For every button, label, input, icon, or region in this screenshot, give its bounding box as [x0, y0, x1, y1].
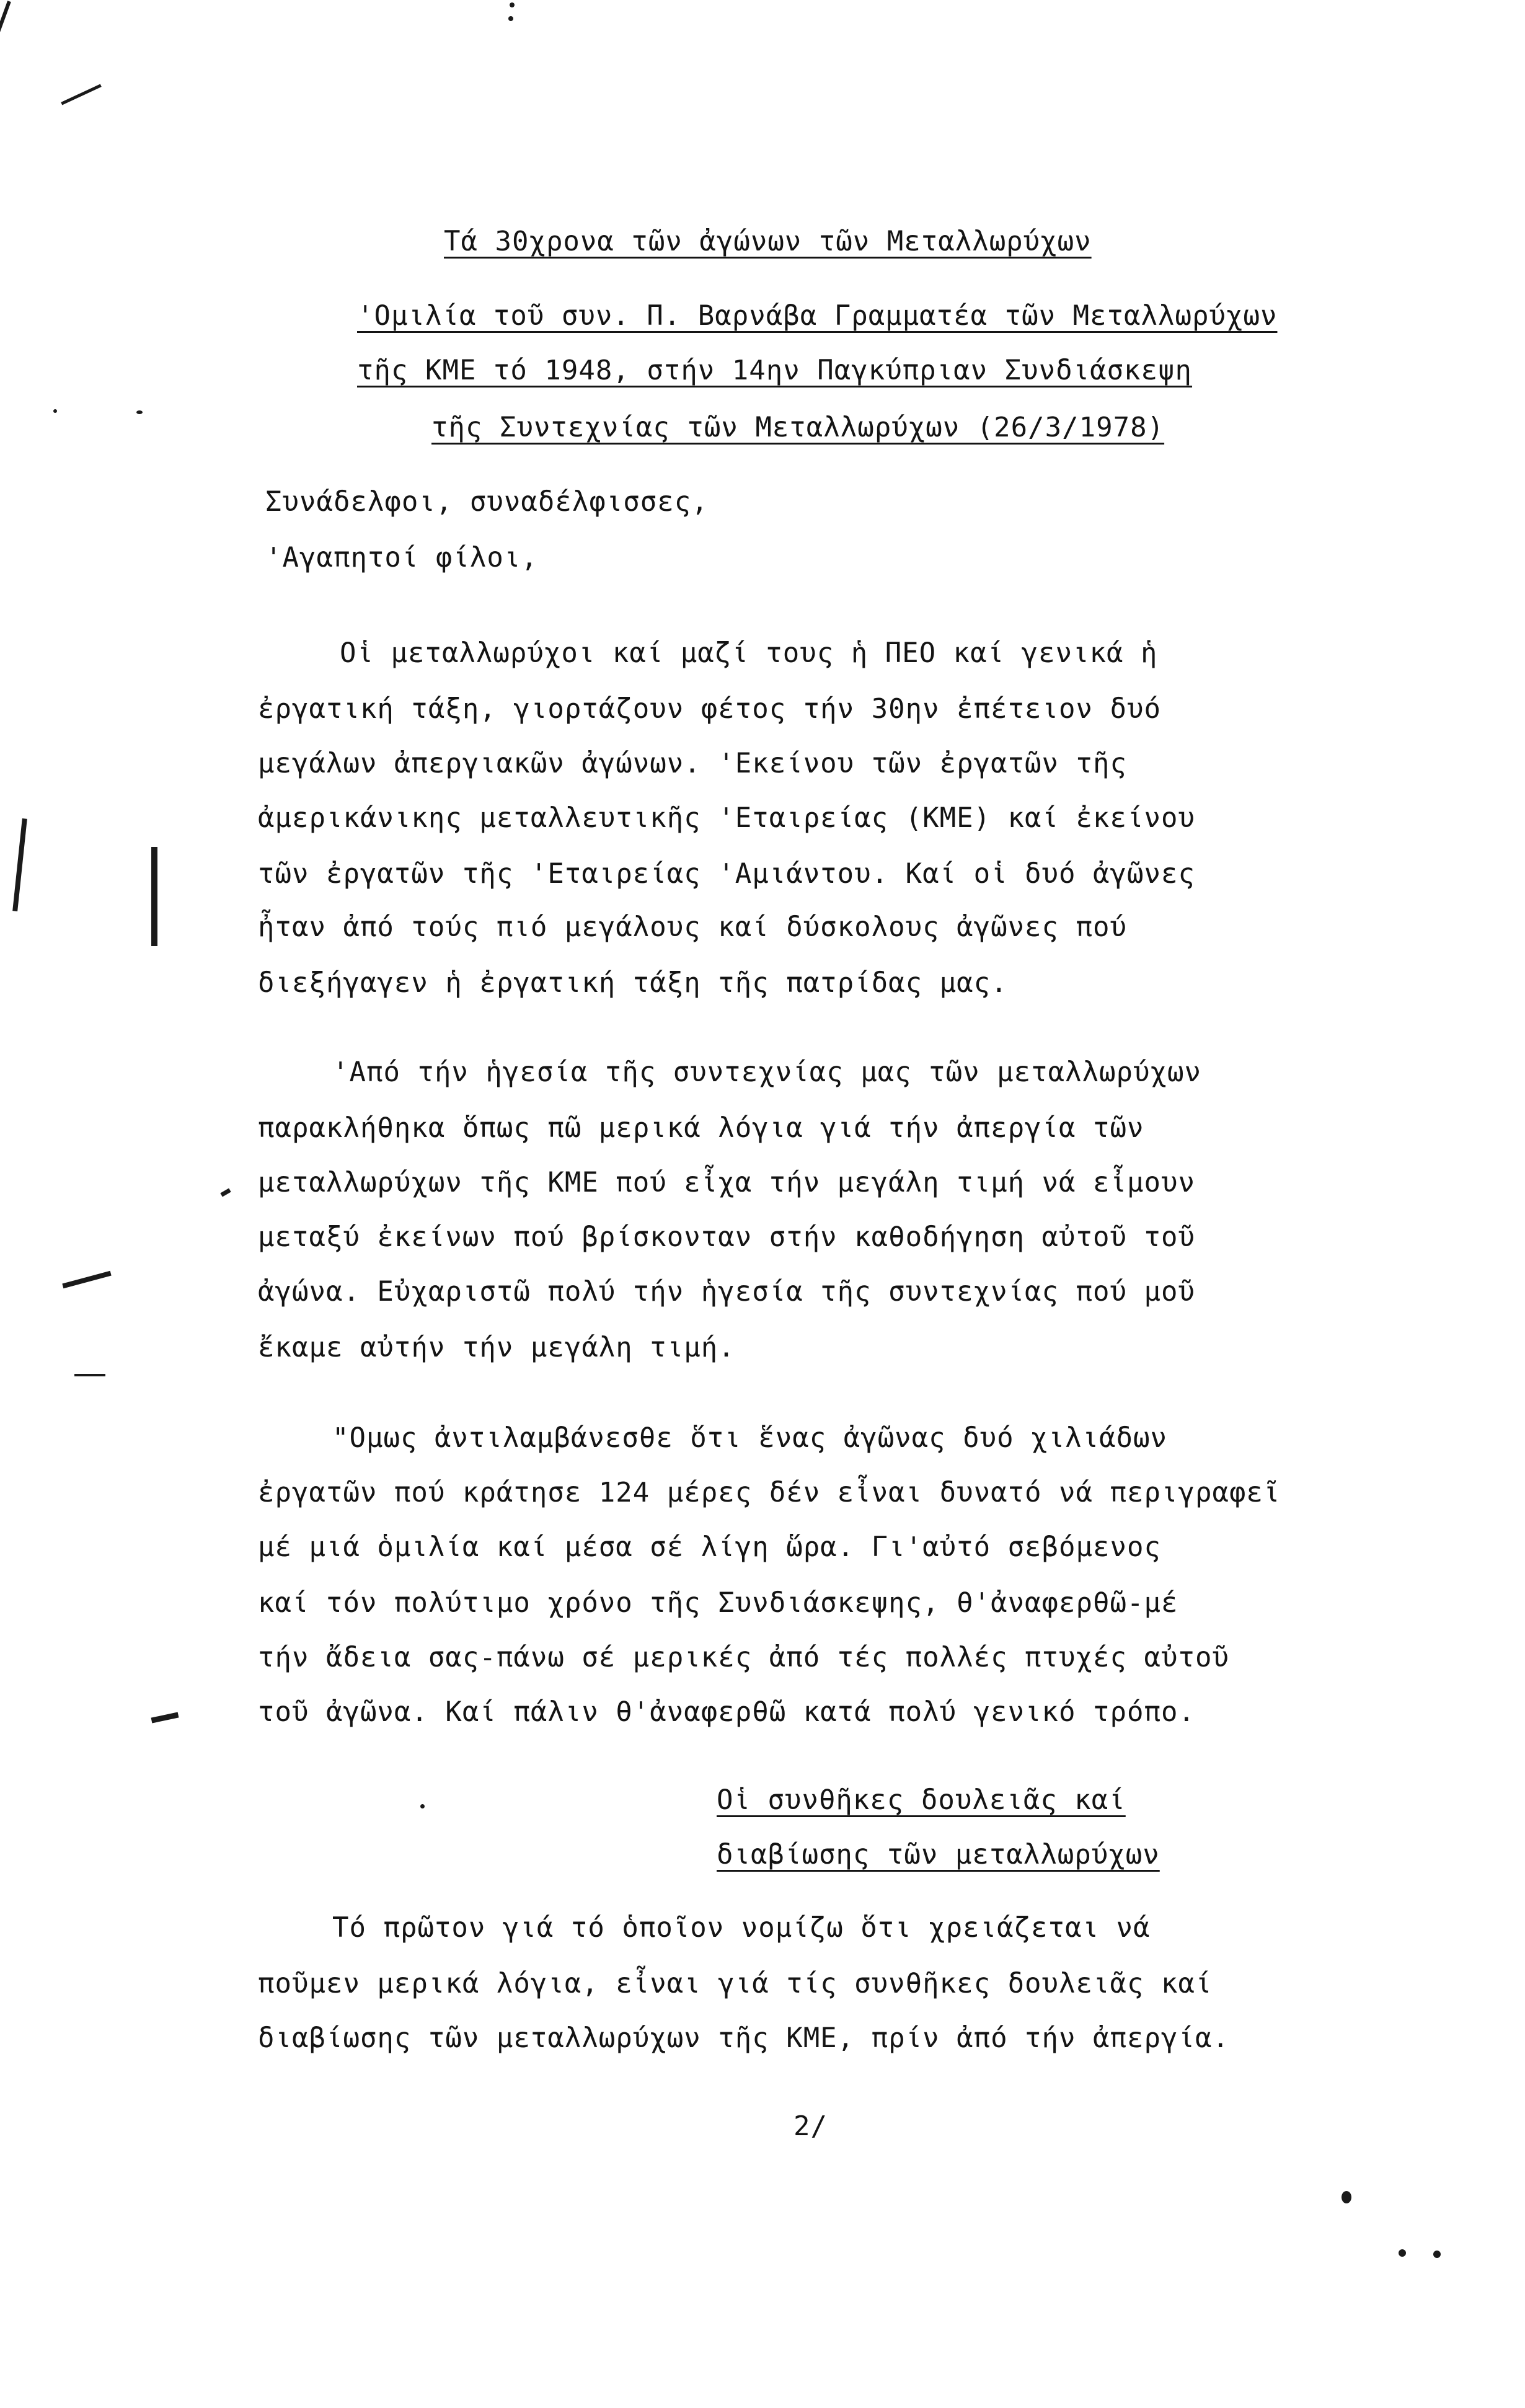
paragraph-3-line-4: καί τόν πολύτιμο χρόνο τῆς Συνδιάσκεψης, θ'ἀναφερθῶ-μέ	[258, 1587, 1178, 1619]
scan-mark	[151, 1712, 179, 1724]
scan-mark-corner	[0, 1, 11, 43]
paragraph-2-line-6: ἔκαμε αὐτήν τήν μεγάλη τιμή.	[258, 1332, 735, 1363]
scan-speck	[1342, 2191, 1351, 2203]
paragraph-3-line-5: τήν ἄδεια σας-πάνω σέ μερικές ἀπό τές πολλές πτυχές αὐτοῦ	[258, 1642, 1229, 1673]
scan-speck	[53, 409, 57, 413]
document-title: Τά 30χρονα τῶν ἀγώνων τῶν Μεταλλωρύχων	[444, 226, 1092, 257]
paragraph-4-line-3: διαβίωσης τῶν μεταλλωρύχων τῆς ΚΜΕ, πρίν ἀπό τήν ἀπεργία.	[258, 2022, 1229, 2054]
paragraph-1-line-5: τῶν ἐργατῶν τῆς 'Εταιρείας 'Αμιάντου. Καί οἱ δυό ἀγῶνες	[258, 858, 1195, 890]
subtitle-line-1: 'Ομιλία τοῦ συν. Π. Βαρνάβα Γραμματέα τῶν Μεταλλωρύχων	[357, 300, 1278, 332]
scan-speck	[510, 2, 515, 7]
scan-speck	[1433, 2251, 1441, 2258]
section-heading-line-2: διαβίωσης τῶν μεταλλωρύχων	[717, 1839, 1160, 1870]
salutation-line-1: Συνάδελφοι, συναδέλφισσες,	[265, 486, 709, 518]
scan-mark-margin	[12, 818, 27, 911]
subtitle-line-3: τῆς Συντεχνίας τῶν Μεταλλωρύχων (26/3/1978)	[431, 412, 1165, 443]
scan-speck	[136, 410, 143, 414]
paragraph-2-line-1: 'Από τήν ἡγεσία τῆς συντεχνίας μας τῶν μεταλλωρύχων	[332, 1056, 1202, 1088]
scan-speck	[1399, 2249, 1406, 2257]
scan-speck	[420, 1804, 425, 1808]
salutation-line-2: 'Αγαπητοί φίλοι,	[265, 542, 538, 573]
paragraph-2-line-5: ἀγώνα. Εὐχαριστῶ πολύ τήν ἡγεσία τῆς συντεχνίας πού μοῦ	[258, 1276, 1195, 1308]
scan-mark-margin	[151, 847, 157, 946]
paragraph-1-line-4: ἀμερικάνικης μεταλλευτικῆς 'Εταιρείας (ΚΜΕ) καί ἐκείνου	[258, 802, 1195, 834]
paragraph-4-line-2: ποῦμεν μερικά λόγια, εἶναι γιά τίς συνθῆκες δουλειᾶς καί	[258, 1968, 1213, 1999]
paragraph-3-line-1: "Ομως ἀντιλαμβάνεσθε ὅτι ἕνας ἀγῶνας δυό χιλιάδων	[332, 1422, 1168, 1454]
paragraph-4-line-1: Τό πρῶτον γιά τό ὁποῖον νομίζω ὅτι χρειάζεται νά	[332, 1912, 1151, 1944]
paragraph-2-line-3: μεταλλωρύχων τῆς ΚΜΕ πού εἶχα τήν μεγάλη τιμή νά εἶμουν	[258, 1167, 1195, 1198]
paragraph-2-line-2: παρακλήθηκα ὅπως πῶ μερικά λόγια γιά τήν ἀπεργία τῶν	[258, 1112, 1144, 1144]
section-heading-line-1: Οἱ συνθῆκες δουλειᾶς καί	[717, 1784, 1126, 1816]
paragraph-3-line-3: μέ μιά ὁμιλία καί μέσα σέ λίγη ὥρα. Γι'αὐτό σεβόμενος	[258, 1531, 1161, 1563]
scan-mark	[61, 84, 102, 105]
paragraph-3-line-2: ἐργατῶν πού κράτησε 124 μέρες δέν εἶναι δυνατό νά περιγραφεῖ	[258, 1477, 1281, 1508]
paragraph-1-line-1: Οἱ μεταλλωρύχοι καί μαζί τους ἡ ΠΕΟ καί γενικά ἡ	[340, 637, 1158, 669]
paragraph-1-line-6: ἦταν ἀπό τούς πιό μεγάλους καί δύσκολους ἀγῶνες πού	[258, 911, 1128, 943]
subtitle-line-2: τῆς ΚΜΕ τό 1948, στήν 14ην Παγκύπριαν Συνδιάσκεψη	[357, 355, 1193, 386]
paragraph-1-line-2: ἐργατική τάξη, γιορτάζουν φέτος τήν 30ην ἐπέτειον δυό	[258, 693, 1161, 725]
scan-mark	[220, 1188, 231, 1197]
scan-mark	[62, 1271, 111, 1288]
paragraph-3-line-6: τοῦ ἀγῶνα. Καί πάλιν θ'ἀναφερθῶ κατά πολύ γενικό τρόπο.	[258, 1696, 1195, 1728]
paragraph-1-line-3: μεγάλων ἀπεργιακῶν ἀγώνων. 'Εκείνου τῶν ἐργατῶν τῆς	[258, 748, 1128, 779]
paragraph-1-line-7: διεξήγαγεν ἡ ἐργατική τάξη τῆς πατρίδας μας.	[258, 967, 1008, 999]
scan-speck	[508, 16, 513, 21]
scan-mark	[74, 1374, 105, 1376]
paragraph-2-line-4: μεταξύ ἐκείνων πού βρίσκονταν στήν καθοδήγηση αὐτοῦ τοῦ	[258, 1221, 1195, 1253]
page-marker: 2/	[793, 2110, 828, 2142]
